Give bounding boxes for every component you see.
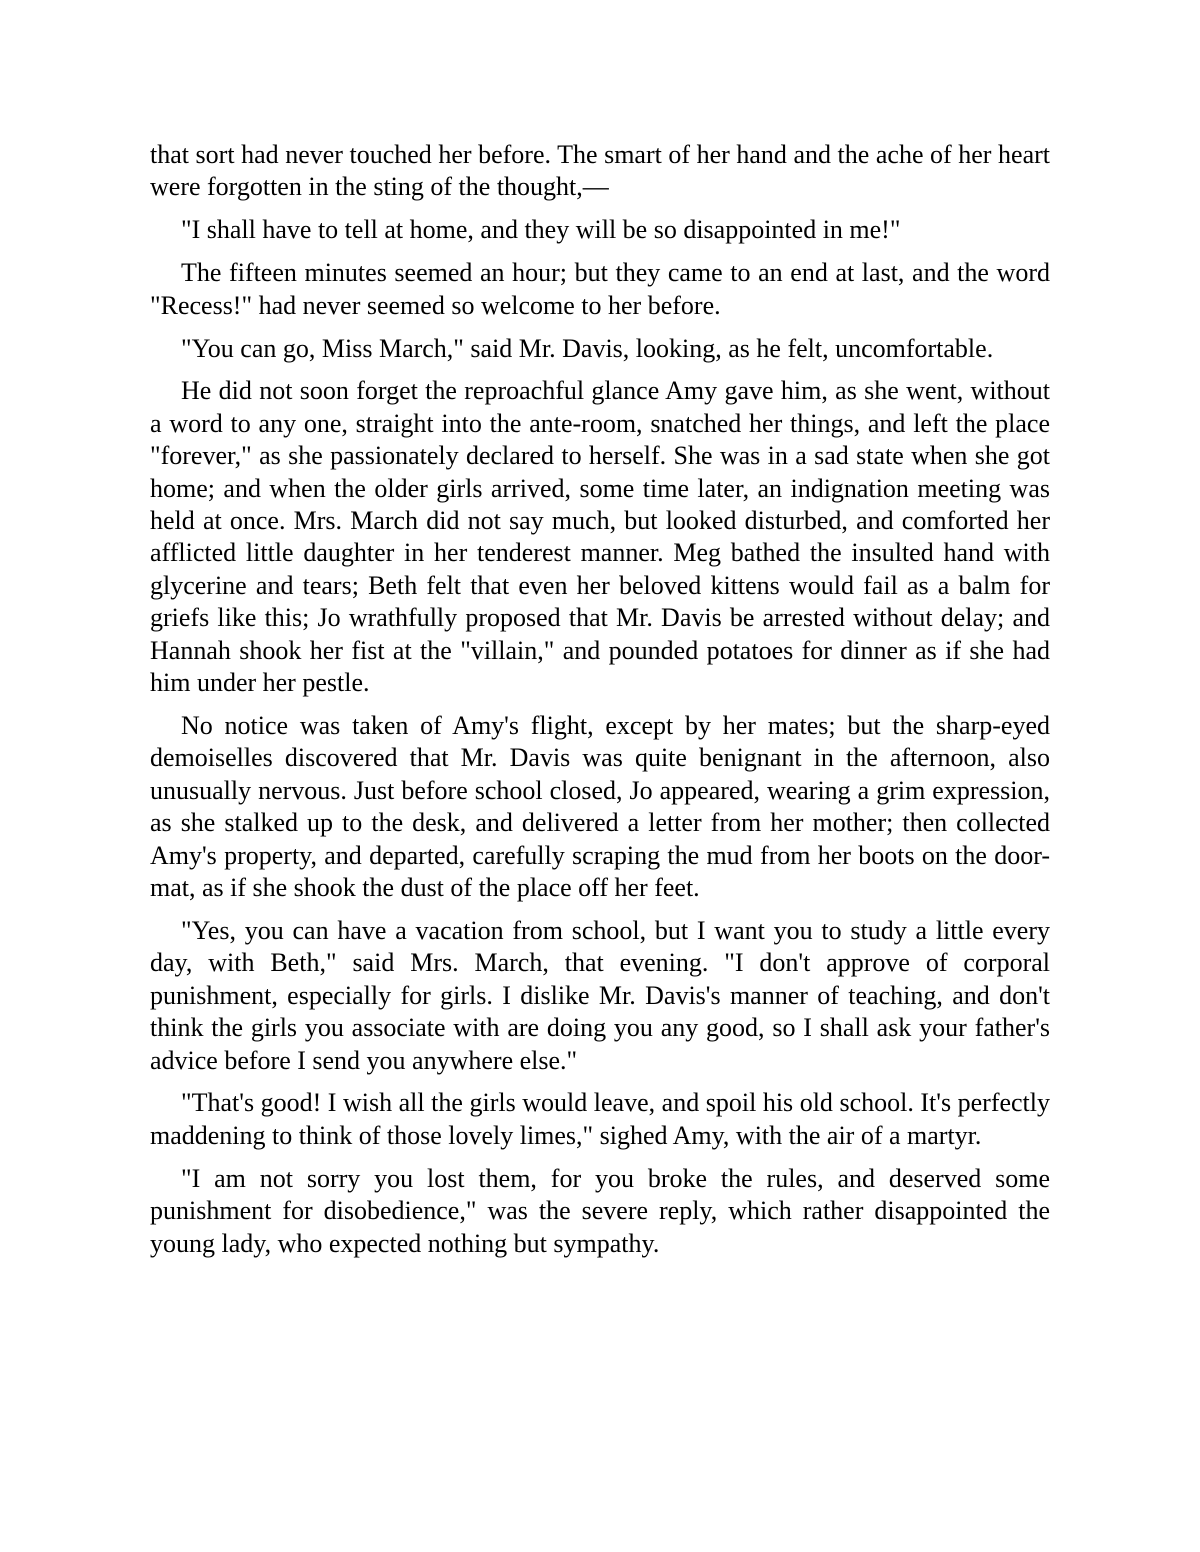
paragraph-4: "You can go, Miss March," said Mr. Davis, looking, as he felt, uncomfortable.	[181, 333, 994, 363]
paragraph-1: that sort had never touched her before. The smart of her hand and the ache of her heart were forgotten in the sting of the thought,—	[150, 140, 1050, 202]
page-text-block	[150, 139, 1050, 1260]
paragraph-3: The fifteen minutes seemed an hour; but they came to an end at last, and the word "Recess!" had never seemed so welcome to her before.	[150, 258, 1050, 320]
paragraph-7: "Yes, you can have a vacation from school, but I want you to study a little every day, with Beth," said Mrs. March, that evening. "I don't approve of corporal punishment, especially for girls. I dislike Mr. Davis's manner of teaching, and don't think the girls you associate with are doing you any good, so I shall ask your father's advice before I send you anywhere else."	[150, 915, 1050, 1075]
paragraph-8: "That's good! I wish all the girls would leave, and spoil his old school. It's perfectly maddening to think of those lovely limes," sighed Amy, with the air of a martyr.	[150, 1088, 1050, 1150]
paragraph-5: He did not soon forget the reproachful glance Amy gave him, as she went, without a word to any one, straight into the ante-room, snatched her things, and left the place "forever," as she passionately declared to herself. She was in a sad state when she got home; and when the older girls arrived, some time later, an indignation meeting was held at once. Mrs. March did not say much, but looked disturbed, and comforted her afflicted little daughter in her tenderest manner. Meg bathed the insulted hand with glycerine and tears; Beth felt that even her beloved kittens would fail as a balm for griefs like this; Jo wrathfully proposed that Mr. Davis be arrested without delay; and Hannah shook her fist at the "villain," and pounded potatoes for dinner as if she had him under her pestle.	[150, 376, 1050, 698]
paragraph-6: No notice was taken of Amy's flight, except by her mates; but the sharp-eyed demoiselles discovered that Mr. Davis was quite benignant in the afternoon, also unusually nervous. Just before school closed, Jo appeared, wearing a grim expression, as she stalked up to the desk, and delivered a letter from her mother; then collected Amy's property, and departed, carefully scraping the mud from her boots on the door-mat, as if she shook the dust of the place off her feet.	[150, 711, 1050, 903]
paragraph-9: "I am not sorry you lost them, for you broke the rules, and deserved some punishment for disobedience," was the severe reply, which rather disappointed the young lady, who expected nothing but sympathy.	[150, 1163, 1050, 1258]
paragraph-2: "I shall have to tell at home, and they will be so disappointed in me!"	[181, 215, 901, 245]
